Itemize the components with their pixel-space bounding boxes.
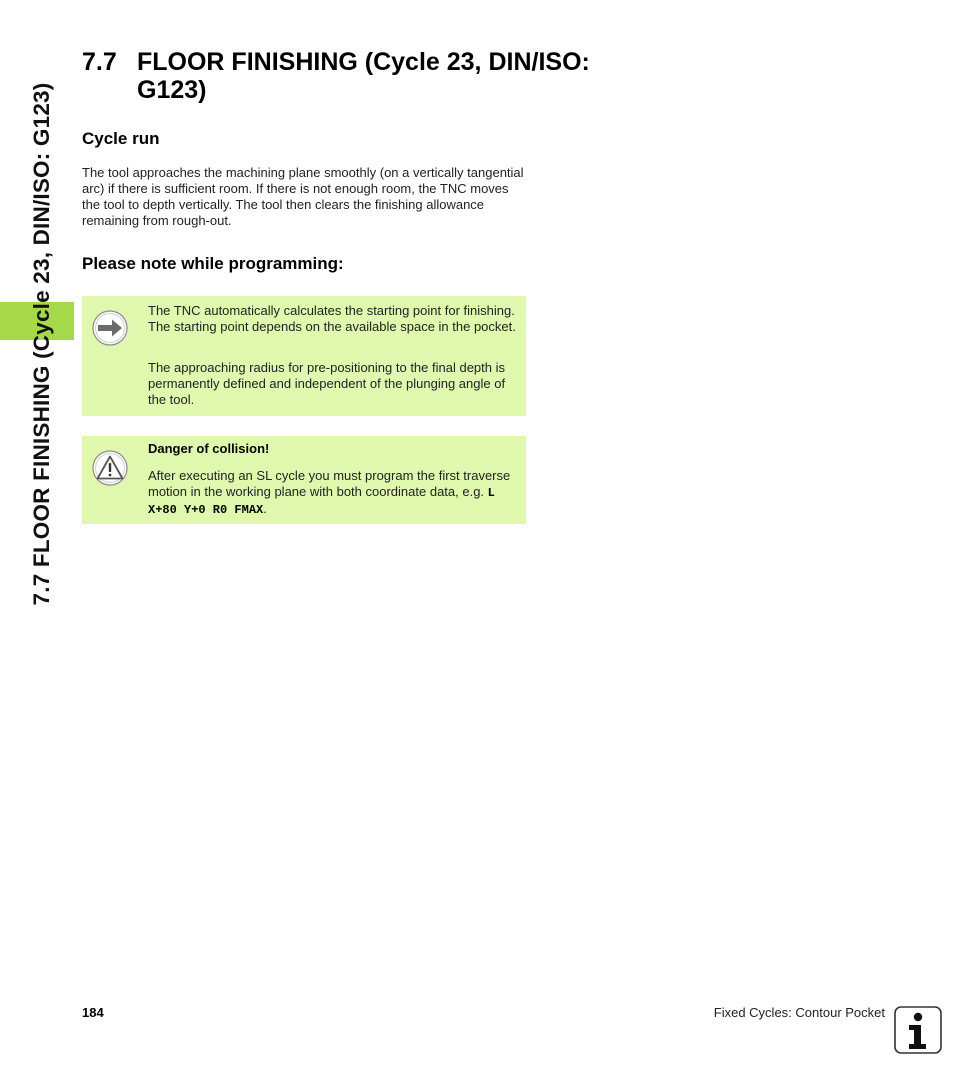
arrow-right-icon: [92, 310, 128, 346]
nc-code-example: L X+80 Y+0 R0 FMAX: [148, 486, 495, 517]
danger-text-before: After executing an SL cycle you must program the first traverse motion in the working plane with both coordinate data, e.g.: [148, 468, 511, 499]
cycle-run-text: The tool approaches the machining plane smoothly (on a vertically tangential arc) if there is sufficient room. If there is not enough room, the TNC moves the tool to depth vertically. The tool then clears the finishing allowance remaining from rough-out.: [82, 165, 524, 228]
danger-note-text: [148, 468, 518, 518]
info-icon: [894, 1006, 942, 1054]
chapter-title: FLOOR FINISHING (Cycle 23, DIN/ISO: G123): [137, 48, 590, 104]
chapter-number: 7.7: [82, 48, 117, 76]
danger-note-title: Danger of collision!: [148, 441, 270, 456]
programming-note-heading: Please note while programming:: [82, 254, 344, 273]
cycle-run-heading: Cycle run: [82, 129, 160, 148]
side-running-title: 7.7 FLOOR FINISHING (Cycle 23, DIN/ISO: G123): [29, 82, 54, 606]
info-note-box: [82, 296, 526, 416]
danger-text-after: .: [263, 501, 267, 516]
danger-note-box: [82, 436, 526, 524]
footer-chapter-title: Fixed Cycles: Contour Pocket: [713, 1005, 885, 1020]
page-number: 184: [82, 1005, 104, 1020]
warning-icon: [92, 450, 128, 486]
info-note-paragraph: The TNC automatically calculates the starting point for finishing. The starting point depends on the available space in the pocket.: [148, 303, 516, 334]
info-note-paragraph: The approaching radius for pre-positioning to the final depth is permanently defined and independent of the plunging angle of the tool.: [148, 360, 506, 407]
